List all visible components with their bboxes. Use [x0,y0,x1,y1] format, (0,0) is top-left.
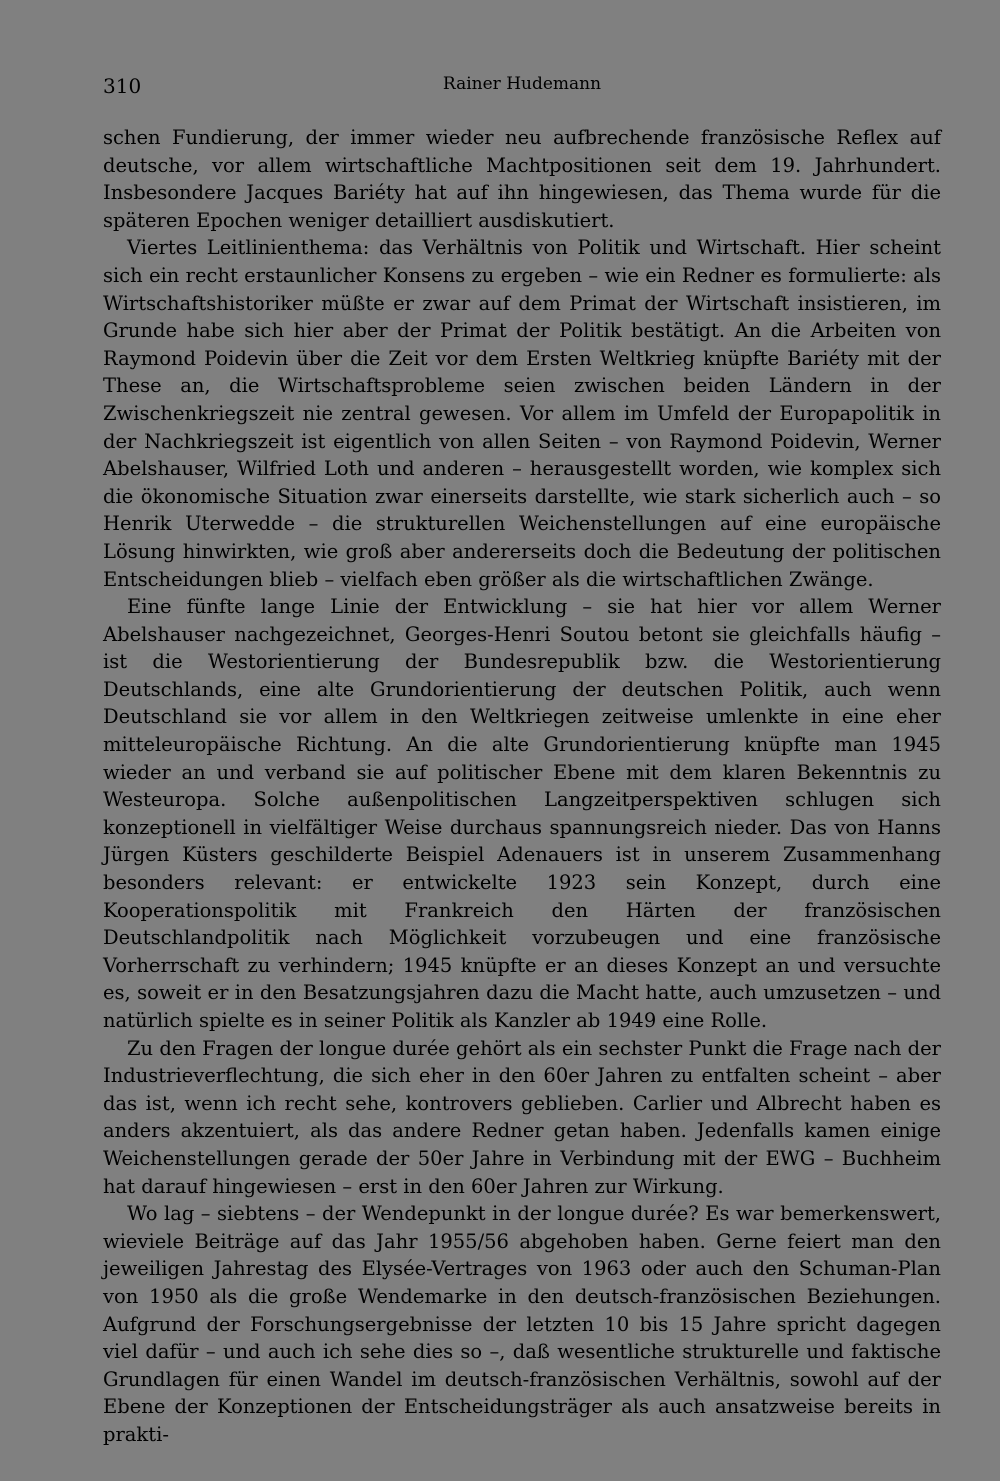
page [103,74,941,1449]
body-text [103,124,941,1449]
paragraph-2: Viertes Leitlinienthema: das Verhältnis von Politik und Wirtschaft. Hier scheint sich ein recht erstaunlicher Konsens zu ergeben – wie ein Redner es formulierte: als Wirtschaftshistoriker müßte er zwar auf dem Primat der Wirtschaft insistieren, im Grunde habe sich hier aber der Primat der Politik bestätigt. An die Arbeiten von Raymond Poidevin über die Zeit vor dem Ersten Weltkrieg knüpfte Bariéty mit der These an, die Wirtschaftsprobleme seien zwischen beiden Ländern in der Zwischenkriegszeit nie zentral gewesen. Vor allem im Umfeld der Europapolitik in der Nachkriegszeit ist eigentlich von allen Seiten – von Raymond Poidevin, Werner Abelshauser, Wilfried Loth und anderen – herausgestellt worden, wie komplex sich die ökonomische Situation zwar einerseits darstellte, wie stark sicherlich auch – so Henrik Uterwedde – die strukturellen Weichenstellungen auf eine europäische Lösung hinwirkten, wie groß aber andererseits doch die Bedeutung der politischen Entscheidungen blieb – vielfach eben größer als die wirtschaftlichen Zwänge. [103,236,941,591]
paragraph-4: Zu den Fragen der longue durée gehört als ein sechster Punkt die Frage nach der Industrieverflechtung, die sich eher in den 60er Jahren zu entfalten scheint – aber das ist, wenn ich recht sehe, kontrovers geblieben. Carlier und Albrecht haben es anders akzentuiert, als das andere Redner getan haben. Jedenfalls kamen einige Weichenstellungen gerade der 50er Jahre in Verbindung mit der EWG – Buchheim hat darauf hingewiesen – erst in den 60er Jahren zur Wirkung. [103,1036,941,1198]
running-head: Rainer Hudemann [442,74,602,94]
paragraph-3: Eine fünfte lange Linie der Entwicklung – sie hat hier vor allem Werner Abelshauser nachgezeichnet, Georges-Henri Soutou betont sie gleichfalls häufig – ist die Westorientierung der Bundesrepublik bzw. die Westorientierung Deutschlands, eine alte Grundorientierung der deutschen Politik, auch wenn Deutschland sie vor allem in den Weltkriegen zeitweise umlenkte in eine eher mitteleuropäische Richtung. An die alte Grundorientierung knüpfte man 1945 wieder an und verband sie auf politischer Ebene mit dem klaren Bekenntnis zu Westeuropa. Solche außenpolitischen Langzeitperspektiven schlugen sich konzeptionell in vielfältiger Weise durchaus spannungsreich nieder. Das von Hanns Jürgen Küsters geschilderte Beispiel Adenauers ist in unserem Zusammenhang besonders relevant: er entwickelte 1923 sein Konzept, durch eine Kooperationspolitik mit Frankreich den Härten der französischen Deutschlandpolitik nach Möglichkeit vorzubeugen und eine französische Vorherrschaft zu verhindern; 1945 knüpfte er an dieses Konzept an und versuchte es, soweit er in den Besatzungsjahren dazu die Macht hatte, auch umzusetzen – und natürlich spielte es in seiner Politik als Kanzler ab 1949 eine Rolle. [103,595,941,1032]
page-header [103,74,941,104]
paragraph-5: Wo lag – siebtens – der Wendepunkt in der longue durée? Es war bemerkenswert, wieviele Beiträge auf das Jahr 1955/56 abgehoben haben. Gerne feiert man den jeweiligen Jahrestag des Elysée-Vertrages von 1963 oder auch den Schuman-Plan von 1950 als die große Wendemarke in den deutsch-französischen Beziehungen. Aufgrund der Forschungsergebnisse der letzten 10 bis 15 Jahre spricht dagegen viel dafür – und auch ich sehe dies so –, daß wesentliche strukturelle und faktische Grundlagen für einen Wandel im deutsch-französischen Verhältnis, sowohl auf der Ebene der Konzeptionen der Entscheidungsträger als auch ansatzweise bereits in prakti- [103,1202,941,1446]
page-number: 310 [103,74,142,98]
paragraph-1: schen Fundierung, der immer wieder neu aufbrechende französische Reflex auf deutsche, vor allem wirtschaftliche Machtpositionen seit dem 19. Jahrhundert. Insbesondere Jacques Bariéty hat auf ihn hingewiesen, das Thema wurde für die späteren Epochen weniger detailliert ausdiskutiert. [103,126,941,232]
